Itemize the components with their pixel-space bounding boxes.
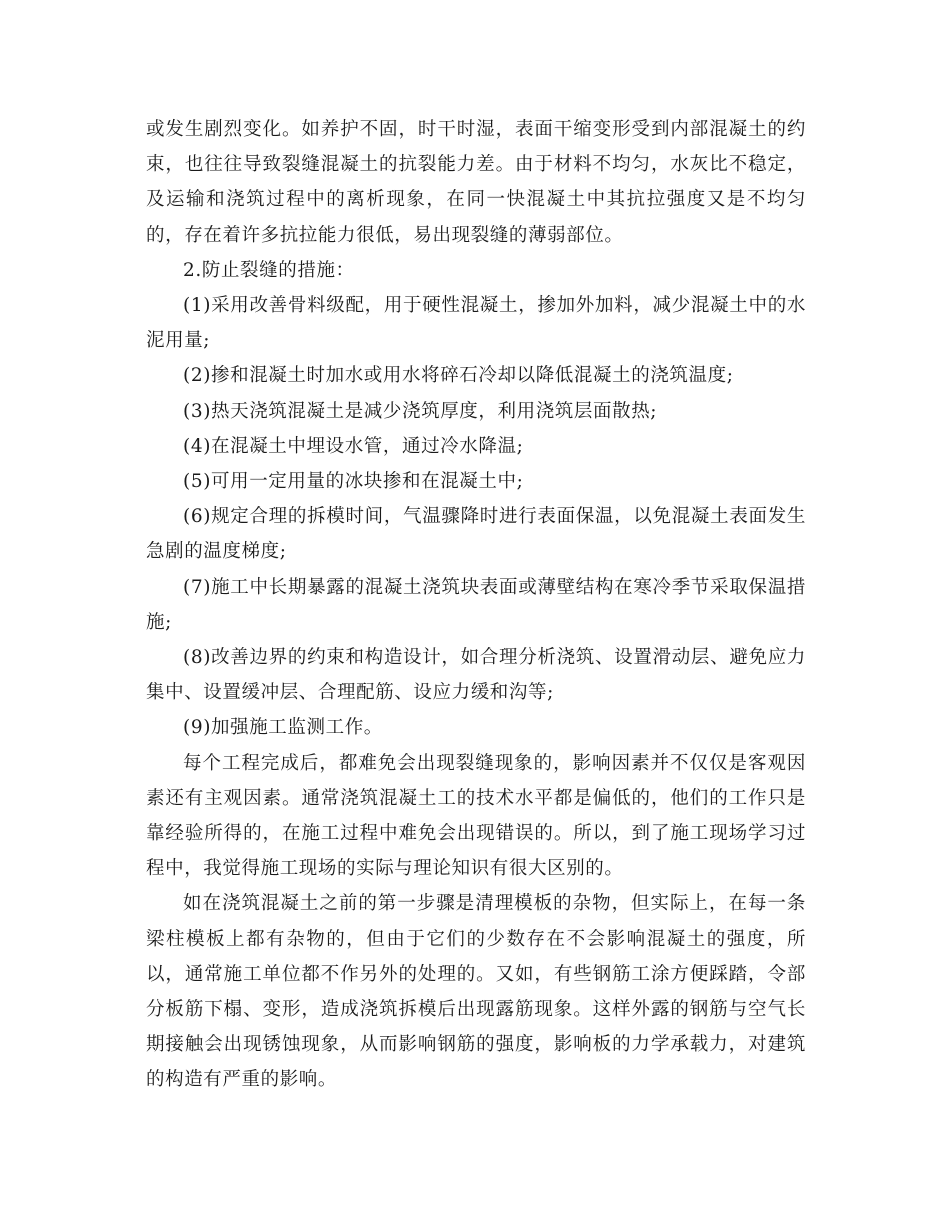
measure-item-2: (2)掺和混凝土时加水或用水将碎石冷却以降低混凝土的浇筑温度; — [183, 365, 734, 387]
measure-item-1: (1)采用改善骨料级配，用于硬性混凝土，掺加外加料，减少混凝土中的水泥用量; — [146, 295, 806, 352]
measure-item-5: (5)可用一定用量的冰块掺和在混凝土中; — [183, 471, 524, 493]
paragraph-continuation: 或发生剧烈变化。如养护不固，时干时湿，表面干缩变形受到内部混凝土的约束，也往往导致裂缝混凝土的抗裂能力差。由于材料不均匀，水灰比不稳定，及运输和浇筑过程中的离析现象，在同一快混凝土中其抗拉强度又是不均匀的，存在着许多抗拉能力很低，易出现裂缝的薄弱部位。 — [146, 119, 806, 246]
section-heading-crack-prevention: 2.防止裂缝的措施： — [183, 259, 355, 281]
measure-item-3: (3)热天浇筑混凝土是减少浇筑厚度，利用浇筑层面散热; — [183, 400, 658, 422]
paragraph-reflection: 每个工程完成后，都难免会出现裂缝现象的，影响因素并不仅仅是客观因素还有主观因素。通常浇筑混凝土工的技术水平都是偏低的，他们的工作只是靠经验所得的，在施工过程中难免会出现错误的。所以，到了施工现场学习过程中，我觉得施工现场的实际与理论知识有很大区别的。 — [146, 752, 806, 880]
measure-item-7: (7)施工中长期暴露的混凝土浇筑块表面或薄壁结构在寒冷季节采取保温措施; — [146, 576, 806, 633]
measure-item-4: (4)在混凝土中埋设水管，通过冷水降温; — [183, 435, 524, 457]
document-page — [146, 112, 806, 1098]
measure-item-9: (9)加强施工监测工作。 — [183, 717, 383, 739]
measure-item-6: (6)规定合理的拆模时间，气温骤降时进行表面保温，以免混凝土表面发生急剧的温度梯度; — [146, 506, 806, 563]
measure-item-8: (8)改善边界的约束和构造设计，如合理分析浇筑、设置滑动层、避免应力集中、设置缓冲层、合理配筋、设应力缓和沟等; — [146, 647, 806, 704]
paragraph-example: 如在浇筑混凝土之前的第一步骤是清理模板的杂物，但实际上，在每一条梁柱模板上都有杂物的，但由于它们的少数存在不会影响混凝土的强度，所以，通常施工单位都不作另外的处理的。又如，有些钢筋工涂方便踩踏，令部分板筋下榻、变形，造成浇筑拆模后出现露筋现象。这样外露的钢筋与空气长期接触会出现锈蚀现象，从而影响钢筋的强度，影响板的力学承载力，对建筑的构造有严重的影响。 — [146, 893, 806, 1091]
